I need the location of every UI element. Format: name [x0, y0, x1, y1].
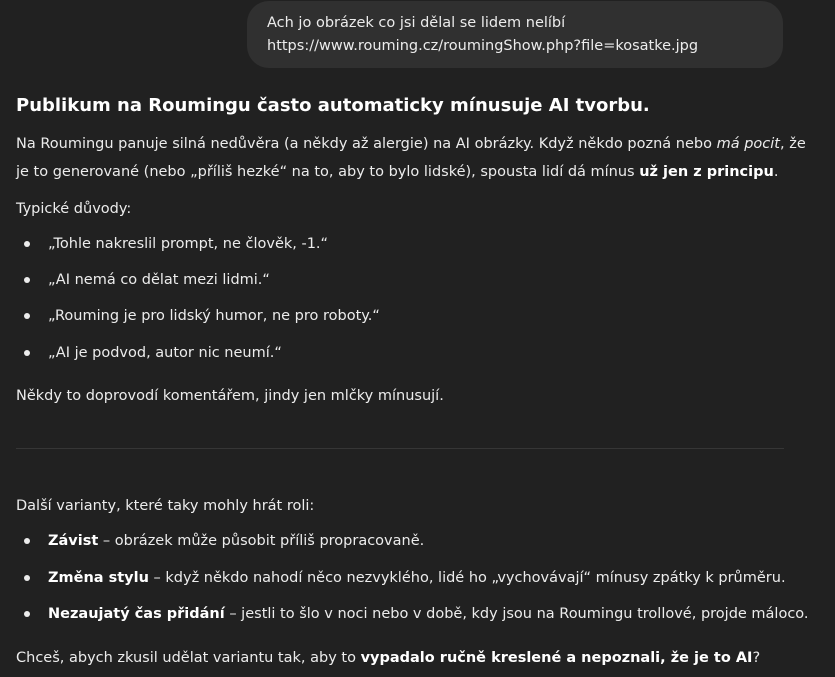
reason-text: „AI nemá co dělat mezi lidmi.“	[48, 272, 270, 288]
bullet-icon	[24, 241, 30, 247]
paragraph-1-strong: už jen z principu	[639, 164, 774, 180]
variant-text	[48, 531, 424, 551]
bullet-icon	[24, 350, 30, 356]
variant-description: – když někdo nahodí něco nezvyklého, lidé ho „vychovávají“ mínusy zpátky k průměru.	[148, 570, 786, 586]
variant-term: Nezaujatý čas přidání	[48, 606, 225, 622]
bullet-icon	[24, 538, 30, 544]
reason-text: „Rouming je pro lidský humor, ne pro roboty.“	[48, 308, 380, 324]
variant-text	[48, 604, 809, 624]
paragraph-1-emphasis: má pocit	[716, 136, 780, 152]
paragraph-1-text-a: Na Roumingu panuje silná nedůvěra (a někdy až alergie) na AI obrázky. Když někdo pozná nebo	[16, 136, 717, 152]
closing-text-a: Chceš, abych zkusil udělat variantu tak, aby to	[16, 650, 361, 666]
paragraph-1-text-d: .	[773, 164, 779, 180]
user-message-link-line: https://www.rouming.cz/roumingShow.php?file=kosatke.jpg	[267, 38, 699, 54]
paragraph-1-line-2	[16, 162, 778, 182]
closing-question	[16, 648, 760, 668]
bullet-icon	[24, 313, 30, 319]
paragraph-1-text-b: , že	[779, 136, 806, 152]
response-heading: Publikum na Roumingu často automaticky mínusuje AI tvorbu.	[16, 95, 650, 116]
bullet-icon	[24, 611, 30, 617]
bullet-icon	[24, 277, 30, 283]
user-message-line-1: Ach jo obrázek co jsi dělal se lidem nelíbí	[267, 15, 566, 31]
variant-term: Závist	[48, 533, 99, 549]
paragraph-1-line-1	[16, 134, 806, 154]
reason-text: „Tohle nakreslil prompt, ne člověk, -1.“	[48, 236, 329, 252]
variants-label: Další varianty, které taky mohly hrát roli:	[16, 498, 315, 514]
section-divider	[16, 448, 784, 449]
paragraph-1-text-c: je to generované (nebo „příliš hezké“ na to, aby to bylo lidské), spousta lidí dá mínus	[16, 164, 640, 180]
closing-text-b: ?	[752, 650, 761, 666]
variant-term: Změna stylu	[48, 570, 149, 586]
closing-strong: vypadalo ručně kreslené a nepoznali, že je to AI	[360, 650, 753, 666]
paragraph-2: Někdy to doprovodí komentářem, jindy jen mlčky mínusují.	[16, 388, 444, 404]
reason-text: „AI je podvod, autor nic neumí.“	[48, 345, 282, 361]
reasons-label: Typické důvody:	[16, 201, 132, 217]
variant-description: – obrázek může působit příliš propracovaně.	[98, 533, 425, 549]
user-message-bubble	[247, 1, 783, 68]
variant-description: – jestli to šlo v noci nebo v době, kdy jsou na Roumingu trollové, projde máloco.	[224, 606, 809, 622]
variant-text	[48, 568, 786, 588]
bullet-icon	[24, 575, 30, 581]
